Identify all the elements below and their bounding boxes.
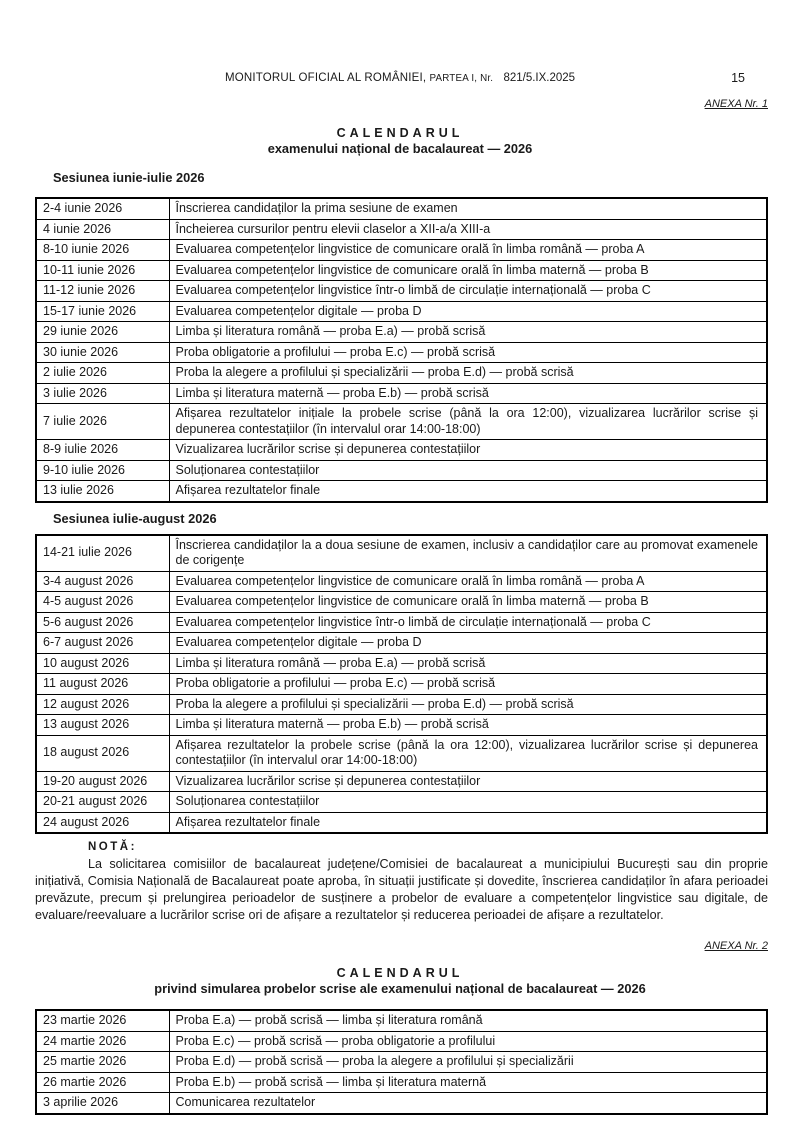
activity-cell: Afișarea rezultatelor la probele scrise (până la ora 12:00), vizualizarea lucrărilor scrise și depunerea contestațiilor (în intervalul orar 14:00-18:00): [169, 735, 767, 771]
session1-table: [35, 197, 768, 503]
date-cell: 29 iunie 2026: [36, 322, 169, 343]
activity-cell: Limba și literatura română — proba E.a) — probă scrisă: [169, 322, 767, 343]
date-cell: 11-12 iunie 2026: [36, 281, 169, 302]
date-cell: 8-10 iunie 2026: [36, 240, 169, 261]
date-cell: 24 august 2026: [36, 812, 169, 833]
table-row: [36, 301, 767, 322]
table-row: [36, 281, 767, 302]
annex2-label: ANEXA Nr. 2: [704, 940, 768, 952]
session1-heading: Sesiunea iunie-iulie 2026: [53, 170, 205, 185]
table-row: [36, 363, 767, 384]
activity-cell: Evaluarea competențelor digitale — proba D: [169, 633, 767, 654]
activity-cell: Limba și literatura maternă — proba E.b) — probă scrisă: [169, 715, 767, 736]
activity-cell: Vizualizarea lucrărilor scrise și depunerea contestațiilor: [169, 771, 767, 792]
date-cell: 24 martie 2026: [36, 1031, 169, 1052]
table-row: [36, 1093, 767, 1114]
activity-cell: Proba la alegere a profilului și specializării — proba E.d) — probă scrisă: [169, 694, 767, 715]
date-cell: 15-17 iunie 2026: [36, 301, 169, 322]
table-row: [36, 322, 767, 343]
activity-cell: Înscrierea candidaților la prima sesiune de examen: [169, 198, 767, 219]
activity-cell: Limba și literatura română — proba E.a) — probă scrisă: [169, 653, 767, 674]
activity-cell: Evaluarea competențelor lingvistice de comunicare orală în limba română — proba A: [169, 240, 767, 261]
date-cell: 14-21 iulie 2026: [36, 535, 169, 572]
activity-cell: Evaluarea competențelor digitale — proba D: [169, 301, 767, 322]
journal-title: MONITORUL OFICIAL AL ROMÂNIEI,: [224, 72, 427, 84]
activity-cell: Soluționarea contestațiilor: [169, 460, 767, 481]
table-row: [36, 440, 767, 461]
date-cell: 26 martie 2026: [36, 1072, 169, 1093]
note-block: [35, 840, 768, 924]
annex1-subtitle: examenului național de bacalaureat — 2026: [267, 141, 533, 156]
activity-cell: Evaluarea competențelor lingvistice într-o limbă de circulație internațională — proba C: [169, 612, 767, 633]
table-row: [36, 404, 767, 440]
table-row: [36, 1010, 767, 1031]
activity-cell: Afișarea rezultatelor finale: [169, 481, 767, 502]
date-cell: 7 iulie 2026: [36, 404, 169, 440]
table-row: [36, 612, 767, 633]
annex1-title: CALENDARUL: [336, 126, 464, 140]
date-cell: 18 august 2026: [36, 735, 169, 771]
date-cell: 11 august 2026: [36, 674, 169, 695]
table-row: [36, 812, 767, 833]
date-cell: 3 aprilie 2026: [36, 1093, 169, 1114]
session2-heading: Sesiunea iulie-august 2026: [53, 510, 217, 526]
date-cell: 2 iulie 2026: [36, 363, 169, 384]
activity-cell: Evaluarea competențelor lingvistice de comunicare orală în limba maternă — proba B: [169, 592, 767, 613]
table-row: [36, 1031, 767, 1052]
table-row: [36, 771, 767, 792]
table-row: [36, 219, 767, 240]
table-row: [36, 694, 767, 715]
activity-cell: Proba E.b) — probă scrisă — limba și literatura maternă: [169, 1072, 767, 1093]
activity-cell: Înscrierea candidaților la a doua sesiune de examen, inclusiv a candidaților care au promovat examenele de corigențe: [169, 535, 767, 572]
activity-cell: Proba E.a) — probă scrisă — limba și literatura română: [169, 1010, 767, 1031]
table-row: [36, 383, 767, 404]
table-row: [36, 571, 767, 592]
table-row: [36, 674, 767, 695]
date-cell: 19-20 august 2026: [36, 771, 169, 792]
session2-table: [35, 534, 768, 835]
date-cell: 8-9 iulie 2026: [36, 440, 169, 461]
date-cell: 30 iunie 2026: [36, 342, 169, 363]
table-row: [36, 342, 767, 363]
activity-cell: Proba obligatorie a profilului — proba E.c) — probă scrisă: [169, 342, 767, 363]
date-cell: 12 august 2026: [36, 694, 169, 715]
table-row: [36, 653, 767, 674]
date-cell: 13 august 2026: [36, 715, 169, 736]
table-row: [36, 592, 767, 613]
date-cell: 23 martie 2026: [36, 1010, 169, 1031]
activity-cell: Afișarea rezultatelor finale: [169, 812, 767, 833]
date-cell: 13 iulie 2026: [36, 481, 169, 502]
table-row: [36, 240, 767, 261]
date-cell: 2-4 iunie 2026: [36, 198, 169, 219]
table-row: [36, 633, 767, 654]
activity-cell: Comunicarea rezultatelor: [169, 1093, 767, 1114]
annex2-title: CALENDARUL: [336, 966, 464, 980]
activity-cell: Evaluarea competențelor lingvistice de comunicare orală în limba română — proba A: [169, 571, 767, 592]
date-cell: 10 august 2026: [36, 653, 169, 674]
activity-cell: Proba la alegere a profilului și specializării — proba E.d) — probă scrisă: [169, 363, 767, 384]
activity-cell: Afișarea rezultatelor inițiale la probele scrise (până la ora 12:00), vizualizarea lucrărilor scrise și depunerea contestațiilor (în intervalul orar 14:00-18:00): [169, 404, 767, 440]
annex1-label: ANEXA Nr. 1: [704, 98, 768, 110]
activity-cell: Soluționarea contestațiilor: [169, 792, 767, 813]
activity-cell: Limba și literatura maternă — proba E.b) — probă scrisă: [169, 383, 767, 404]
activity-cell: Proba obligatorie a profilului — proba E.c) — probă scrisă: [169, 674, 767, 695]
note-text: La solicitarea comisiilor de bacalaureat județene/Comisiei de bacalaureat a municipiului București sau din proprie inițiativă, Comisia Națională de Bacalaureat poate aproba, în situații justificate și dovedite, înscrierea candidaților în afara perioadei prevăzute, precum și prelungirea perioadelor de susținere a probelor de evaluare a competențelor lingvistice sau digitale, de evaluare/reevaluare a lucrărilor scrise ori de afișare a rezultatelor și reducerea perioadei de afișare a rezultatelor.: [35, 857, 768, 922]
activity-cell: Proba E.d) — probă scrisă — proba la alegere a profilului și specializării: [169, 1052, 767, 1073]
activity-cell: Vizualizarea lucrărilor scrise și depunerea contestațiilor: [169, 440, 767, 461]
date-cell: 4 iunie 2026: [36, 219, 169, 240]
activity-cell: Proba E.c) — probă scrisă — proba obligatorie a profilului: [169, 1031, 767, 1052]
date-cell: 25 martie 2026: [36, 1052, 169, 1073]
table-row: [36, 792, 767, 813]
note-label: NOTĂ:: [88, 841, 137, 853]
table-row: [36, 260, 767, 281]
table-row: [36, 1052, 767, 1073]
journal-issue: 821/5.IX.2025: [503, 72, 576, 84]
annex2-subtitle: privind simularea probelor scrise ale examenului național de bacalaureat — 2026: [154, 981, 646, 996]
date-cell: 4-5 august 2026: [36, 592, 169, 613]
activity-cell: Evaluarea competențelor lingvistice într-o limbă de circulație internațională — proba C: [169, 281, 767, 302]
activity-cell: Încheierea cursurilor pentru elevii claselor a XII-a/a XIII-a: [169, 219, 767, 240]
document-page: [0, 71, 800, 1132]
date-cell: 5-6 august 2026: [36, 612, 169, 633]
date-cell: 3-4 august 2026: [36, 571, 169, 592]
date-cell: 3 iulie 2026: [36, 383, 169, 404]
table-row: [36, 735, 767, 771]
simulation-table: [35, 1009, 768, 1115]
date-cell: 10-11 iunie 2026: [36, 260, 169, 281]
journal-part: PARTEA I, Nr.: [429, 73, 494, 84]
table-row: [36, 715, 767, 736]
date-cell: 9-10 iulie 2026: [36, 460, 169, 481]
activity-cell: Evaluarea competențelor lingvistice de comunicare orală în limba maternă — proba B: [169, 260, 767, 281]
table-row: [36, 198, 767, 219]
page-number: 15: [731, 71, 745, 85]
table-row: [36, 535, 767, 572]
table-row: [36, 1072, 767, 1093]
running-head: [0, 71, 800, 86]
table-row: [36, 460, 767, 481]
date-cell: 20-21 august 2026: [36, 792, 169, 813]
date-cell: 6-7 august 2026: [36, 633, 169, 654]
table-row: [36, 481, 767, 502]
